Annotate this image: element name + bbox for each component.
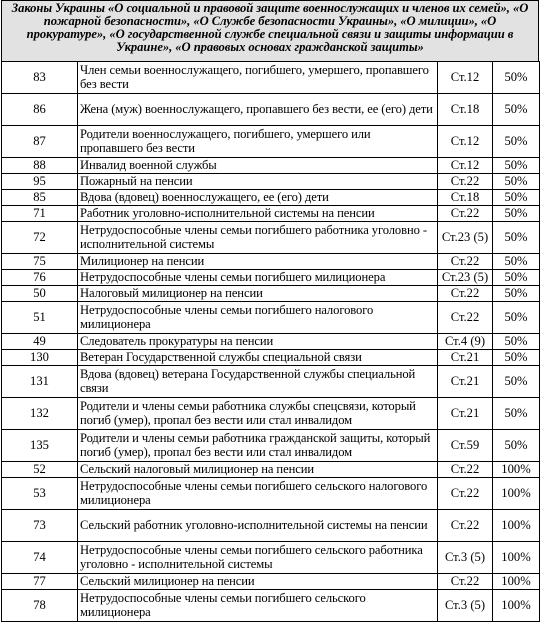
laws-header: Законы Украины «О социальной и правовой защите военнослужащих и членов их семей», «О пожарной безопасности», «О Службе безопасности Украины», «О милиции», «О прокуратуре», «О государственной службе специальной связи и защиты информации в Украине», «О правовых основах гражданской защиты»: [1, 0, 539, 61]
row-category-name: Родители и члены семьи работника службы спецсвязи, который погиб (умер), пропал без вести или стал инвалидом: [78, 398, 438, 430]
row-code: 83: [2, 62, 78, 94]
row-category-name: Вдова (вдовец) ветерана Государственной службы специальной связи: [78, 366, 438, 398]
benefits-table: [1, 61, 540, 622]
row-article: Ст.59: [438, 430, 493, 462]
row-discount-percent: 50%: [493, 174, 540, 190]
row-discount-percent: 100%: [493, 478, 540, 510]
row-category-name: Член семьи военнослужащего, погибшего, умершего, пропавшего без вести: [78, 62, 438, 94]
table-row: [2, 590, 540, 622]
row-article: Ст.18: [438, 94, 493, 126]
table-row: [2, 174, 540, 190]
row-code: 77: [2, 574, 78, 590]
row-article: Ст.12: [438, 158, 493, 174]
table-row: [2, 222, 540, 254]
row-category-name: Сельский работник уголовно-исполнительной системы на пенсии: [78, 510, 438, 542]
row-article: Ст.21: [438, 350, 493, 366]
row-code: 52: [2, 462, 78, 478]
row-code: 135: [2, 430, 78, 462]
row-article: Ст.21: [438, 398, 493, 430]
row-category-name: Сельский налоговый милиционер на пенсии: [78, 462, 438, 478]
row-category-name: Ветеран Государственной службы специальной связи: [78, 350, 438, 366]
row-code: 131: [2, 366, 78, 398]
table-row: [2, 430, 540, 462]
row-article: Ст.3 (5): [438, 590, 493, 622]
row-discount-percent: 50%: [493, 430, 540, 462]
row-article: Ст.18: [438, 190, 493, 206]
table-row: [2, 126, 540, 158]
row-category-name: Нетрудоспособные члены семьи погибшего сельского милиционера: [78, 590, 438, 622]
row-category-name: Сельский милиционер на пенсии: [78, 574, 438, 590]
table-row: [2, 254, 540, 270]
row-code: 74: [2, 542, 78, 574]
document-page: [1, 0, 539, 622]
row-article: Ст.22: [438, 574, 493, 590]
row-category-name: Родители военнослужащего, погибшего, умершего или пропавшего без вести: [78, 126, 438, 158]
row-category-name: Пожарный на пенсии: [78, 174, 438, 190]
row-code: 73: [2, 510, 78, 542]
row-discount-percent: 100%: [493, 510, 540, 542]
row-code: 87: [2, 126, 78, 158]
table-row: [2, 302, 540, 334]
row-discount-percent: 50%: [493, 222, 540, 254]
row-category-name: Налоговый милиционер на пенсии: [78, 286, 438, 302]
row-category-name: Жена (муж) военнослужащего, пропавшего без вести, ее (его) дети: [78, 94, 438, 126]
row-code: 51: [2, 302, 78, 334]
table-row: [2, 510, 540, 542]
row-code: 53: [2, 478, 78, 510]
row-article: Ст.22: [438, 174, 493, 190]
row-discount-percent: 50%: [493, 302, 540, 334]
row-category-name: Нетрудоспособные члены семьи погибшего работника уголовно - исполнительной системы: [78, 222, 438, 254]
row-code: 88: [2, 158, 78, 174]
row-code: 71: [2, 206, 78, 222]
row-discount-percent: 50%: [493, 286, 540, 302]
row-category-name: Нетрудоспособные члены семьи погибшего сельского налогового милиционера: [78, 478, 438, 510]
row-category-name: Следователь прокуратуры на пенсии: [78, 334, 438, 350]
row-code: 76: [2, 270, 78, 286]
row-code: 95: [2, 174, 78, 190]
row-discount-percent: 100%: [493, 542, 540, 574]
row-code: 78: [2, 590, 78, 622]
row-discount-percent: 50%: [493, 126, 540, 158]
row-category-name: Инвалид военной службы: [78, 158, 438, 174]
row-discount-percent: 50%: [493, 350, 540, 366]
row-article: Ст.22: [438, 254, 493, 270]
table-row: [2, 542, 540, 574]
row-category-name: Нетрудоспособные члены семьи погибшего милиционера: [78, 270, 438, 286]
table-row: [2, 94, 540, 126]
row-code: 75: [2, 254, 78, 270]
row-article: Ст.23 (5): [438, 270, 493, 286]
row-discount-percent: 100%: [493, 590, 540, 622]
row-article: Ст.4 (9): [438, 334, 493, 350]
table-row: [2, 574, 540, 590]
row-article: Ст.22: [438, 510, 493, 542]
table-body: [2, 62, 540, 622]
row-article: Ст.12: [438, 126, 493, 158]
row-discount-percent: 50%: [493, 254, 540, 270]
table-row: [2, 158, 540, 174]
table-row: [2, 62, 540, 94]
row-discount-percent: 50%: [493, 62, 540, 94]
row-code: 85: [2, 190, 78, 206]
table-row: [2, 478, 540, 510]
row-code: 132: [2, 398, 78, 430]
row-discount-percent: 100%: [493, 574, 540, 590]
row-discount-percent: 50%: [493, 158, 540, 174]
table-row: [2, 398, 540, 430]
row-category-name: Работник уголовно-исполнительной системы на пенсии: [78, 206, 438, 222]
row-article: Ст.22: [438, 286, 493, 302]
row-code: 49: [2, 334, 78, 350]
row-category-name: Вдова (вдовец) военнослужащего, ее (его) дети: [78, 190, 438, 206]
row-discount-percent: 50%: [493, 206, 540, 222]
row-article: Ст.23 (5): [438, 222, 493, 254]
row-article: Ст.22: [438, 478, 493, 510]
row-article: Ст.22: [438, 462, 493, 478]
row-article: Ст.21: [438, 366, 493, 398]
row-discount-percent: 50%: [493, 190, 540, 206]
row-code: 50: [2, 286, 78, 302]
row-category-name: Милиционер на пенсии: [78, 254, 438, 270]
row-article: Ст.22: [438, 302, 493, 334]
table-row: [2, 462, 540, 478]
table-row: [2, 270, 540, 286]
row-code: 72: [2, 222, 78, 254]
row-article: Ст.3 (5): [438, 542, 493, 574]
row-discount-percent: 100%: [493, 462, 540, 478]
row-article: Ст.12: [438, 62, 493, 94]
row-discount-percent: 50%: [493, 334, 540, 350]
row-discount-percent: 50%: [493, 398, 540, 430]
table-row: [2, 366, 540, 398]
row-category-name: Нетрудоспособные члены семьи погибшего сельского работника уголовно - исполнительной системы: [78, 542, 438, 574]
table-row: [2, 206, 540, 222]
row-code: 130: [2, 350, 78, 366]
table-row: [2, 350, 540, 366]
row-discount-percent: 50%: [493, 94, 540, 126]
row-code: 86: [2, 94, 78, 126]
table-row: [2, 286, 540, 302]
row-article: Ст.22: [438, 206, 493, 222]
row-category-name: Родители и члены семьи работника гражданской защиты, который погиб (умер), пропал без вести или стал инвалидом: [78, 430, 438, 462]
row-discount-percent: 50%: [493, 366, 540, 398]
row-category-name: Нетрудоспособные члены семьи погибшего налогового милиционера: [78, 302, 438, 334]
table-row: [2, 190, 540, 206]
table-row: [2, 334, 540, 350]
row-discount-percent: 50%: [493, 270, 540, 286]
